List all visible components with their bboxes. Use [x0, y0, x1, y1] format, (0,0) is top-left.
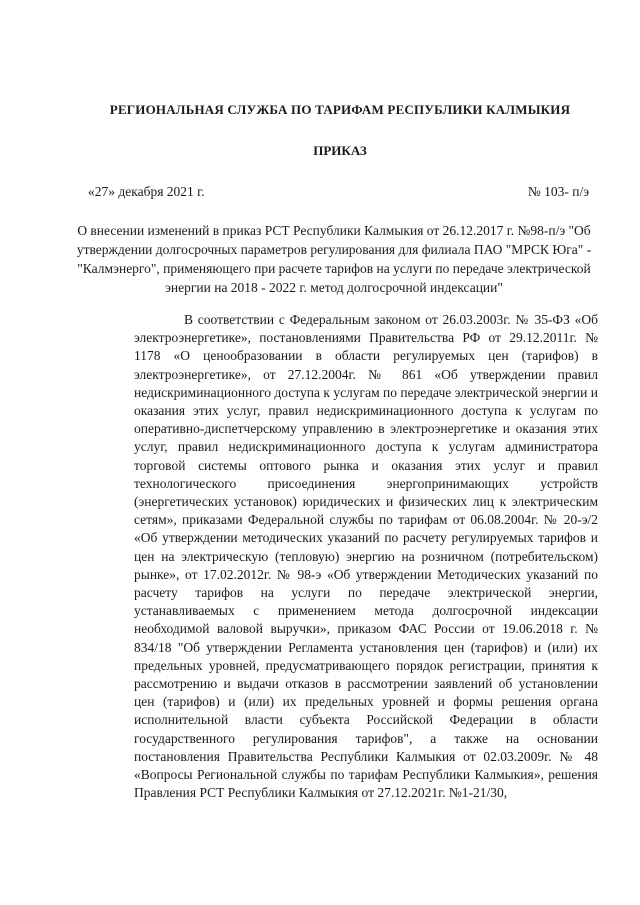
- order-subject: О внесении изменений в приказ РСТ Республики Калмыкия от 26.12.2017 г. №98-п/э "Об утверждении долгосрочных параметров регулирования для филиала ПАО "МРСК Юга" - "Калмэнерго", применяющего при расчете тарифов на услуги по передаче электрической энергии на 2018 - 2022 г. метод долгосрочной индексации": [76, 223, 592, 295]
- body-paragraph: В соответствии с Федеральным законом от 26.03.2003г. № 35-ФЗ «Об электроэнергетике», постановлениями Правительства РФ от 29.12.2011г. № 1178 «О ценообразовании в области регулируемых цен (тарифов) в электроэнергетике», от 27.12.2004г. № 861 «Об утверждении правил недискриминационного доступа к услугам по передаче электрической энергии и оказания этих услуг, правил недискриминационного доступа к услугам по оперативно-диспетчерскому управлению в электроэнергетике и оказания этих услуг, правил недискриминационного доступа к услугам администратора торговой системы оптового рынка и оказания этих услуг и правил технологического присоединения энергопринимающих устройств (энергетических установок) юридических и физических лиц к электрическим сетям», приказами Федеральной службы по тарифам от 06.08.2004г. № 20-э/2 «Об утверждении методических указаний по расчету регулируемых тарифов и цен на электрическую (тепловую) энергию на розничном (потребительском) рынке», от 17.02.2012г. № 98-э «Об утверждении Методических указаний по расчету тарифов на услуги по передаче электрической энергии, устанавливаемых с применением метода долгосрочной индексации необходимой валовой выручки», приказом ФАС России от 19.06.2018 г. № 834/18 "Об утверждении Регламента установления цен (тарифов) и (или) их предельных уровней, предусматривающего порядок регистрации, принятия к рассмотрению и выдачи отказов в рассмотрении заявлений об установлении цен (тарифов) и (или) их предельных уровней и формы решения органа исполнительной власти субъекта Российской Федерации в области государственного регулирования тарифов", а также на основании постановления Правительства Республики Калмыкия от 02.03.2009г. № 48 «Вопросы Региональной службы по тарифам Республики Калмыкия», решения Правления РСТ Республики Калмыкия от 27.12.2021г. №1-21/30,: [134, 312, 598, 801]
- order-date: «27» декабря 2021 г.: [88, 184, 205, 199]
- order-number: № 103- п/э: [527, 184, 589, 199]
- organization-title: РЕГИОНАЛЬНАЯ СЛУЖБА ПО ТАРИФАМ РЕСПУБЛИКИ КАЛМЫКИЯ: [109, 102, 571, 117]
- document-type-heading: ПРИКАЗ: [313, 143, 367, 158]
